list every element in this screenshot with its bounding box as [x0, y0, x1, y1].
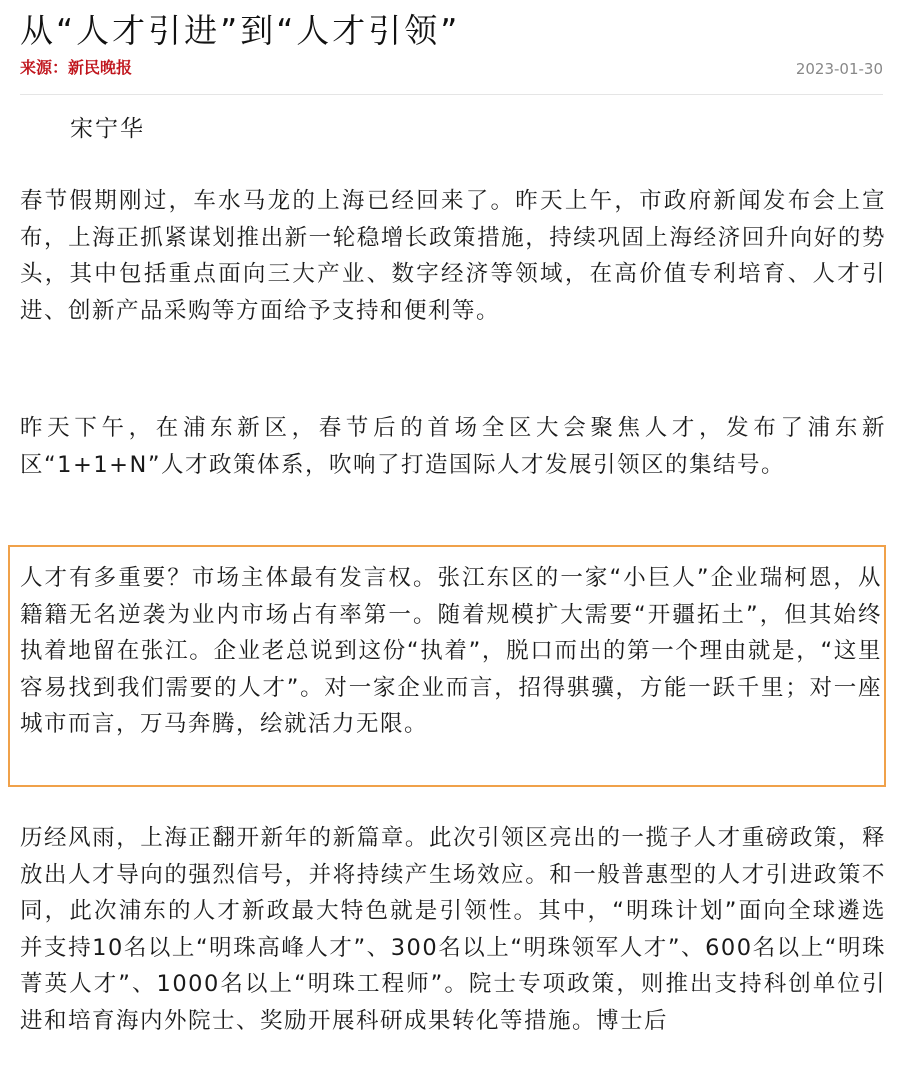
paragraph-3-highlighted: 人才有多重要？市场主体最有发言权。张江东区的一家“小巨人”企业瑞柯恩，从籍籍无名逆袭为业内市场占有率第一。随着规模扩大需要“开疆拓土”，但其始终执着地留在张江。企业老总说到这份“执着”，脱口而出的第一个理由就是，“这里容易找到我们需要的人才”。对一家企业而言，招得骐骥，方能一跃千里；对一座城市而言，万马奔腾，绘就活力无限。 [20, 565, 882, 737]
paragraph-2: 昨天下午，在浦东新区，春节后的首场全区大会聚焦人才，发布了浦东新区“1+1+N”人才政策体系，吹响了打造国际人才发展引领区的集结号。 [20, 415, 886, 478]
article-author: 宋宁华 [70, 116, 145, 142]
paragraph-4: 历经风雨，上海正翻开新年的新篇章。此次引领区亮出的一揽子人才重磅政策，释放出人才导向的强烈信号，并将持续产生场效应。和一般普惠型的人才引进政策不同，此次浦东的人才新政最大特色就是引领性。其中，“明珠计划”面向全球遴选并支持10名以上“明珠高峰人才”、300名以上“明珠领军人才”、600名以上“明珠菁英人才”、1000名以上“明珠工程师”。院士专项政策，则推出支持科创单位引进和培育海内外院士、奖励开展科研成果转化等措施。博士后 [20, 825, 886, 1034]
article-date: 2023-01-30 [795, 60, 883, 78]
article-source: 来源：新民晚报 [20, 58, 133, 77]
header-divider [20, 94, 883, 95]
article-title: 从“人才引进”到“人才引领” [20, 11, 461, 50]
paragraph-1: 春节假期刚过，车水马龙的上海已经回来了。昨天上午，市政府新闻发布会上宣布，上海正抓紧谋划推出新一轮稳增长政策措施，持续巩固上海经济回升向好的势头，其中包括重点面向三大产业、数字经济等领域，在高价值专利培育、人才引进、创新产品采购等方面给予支持和便利等。 [20, 188, 886, 324]
